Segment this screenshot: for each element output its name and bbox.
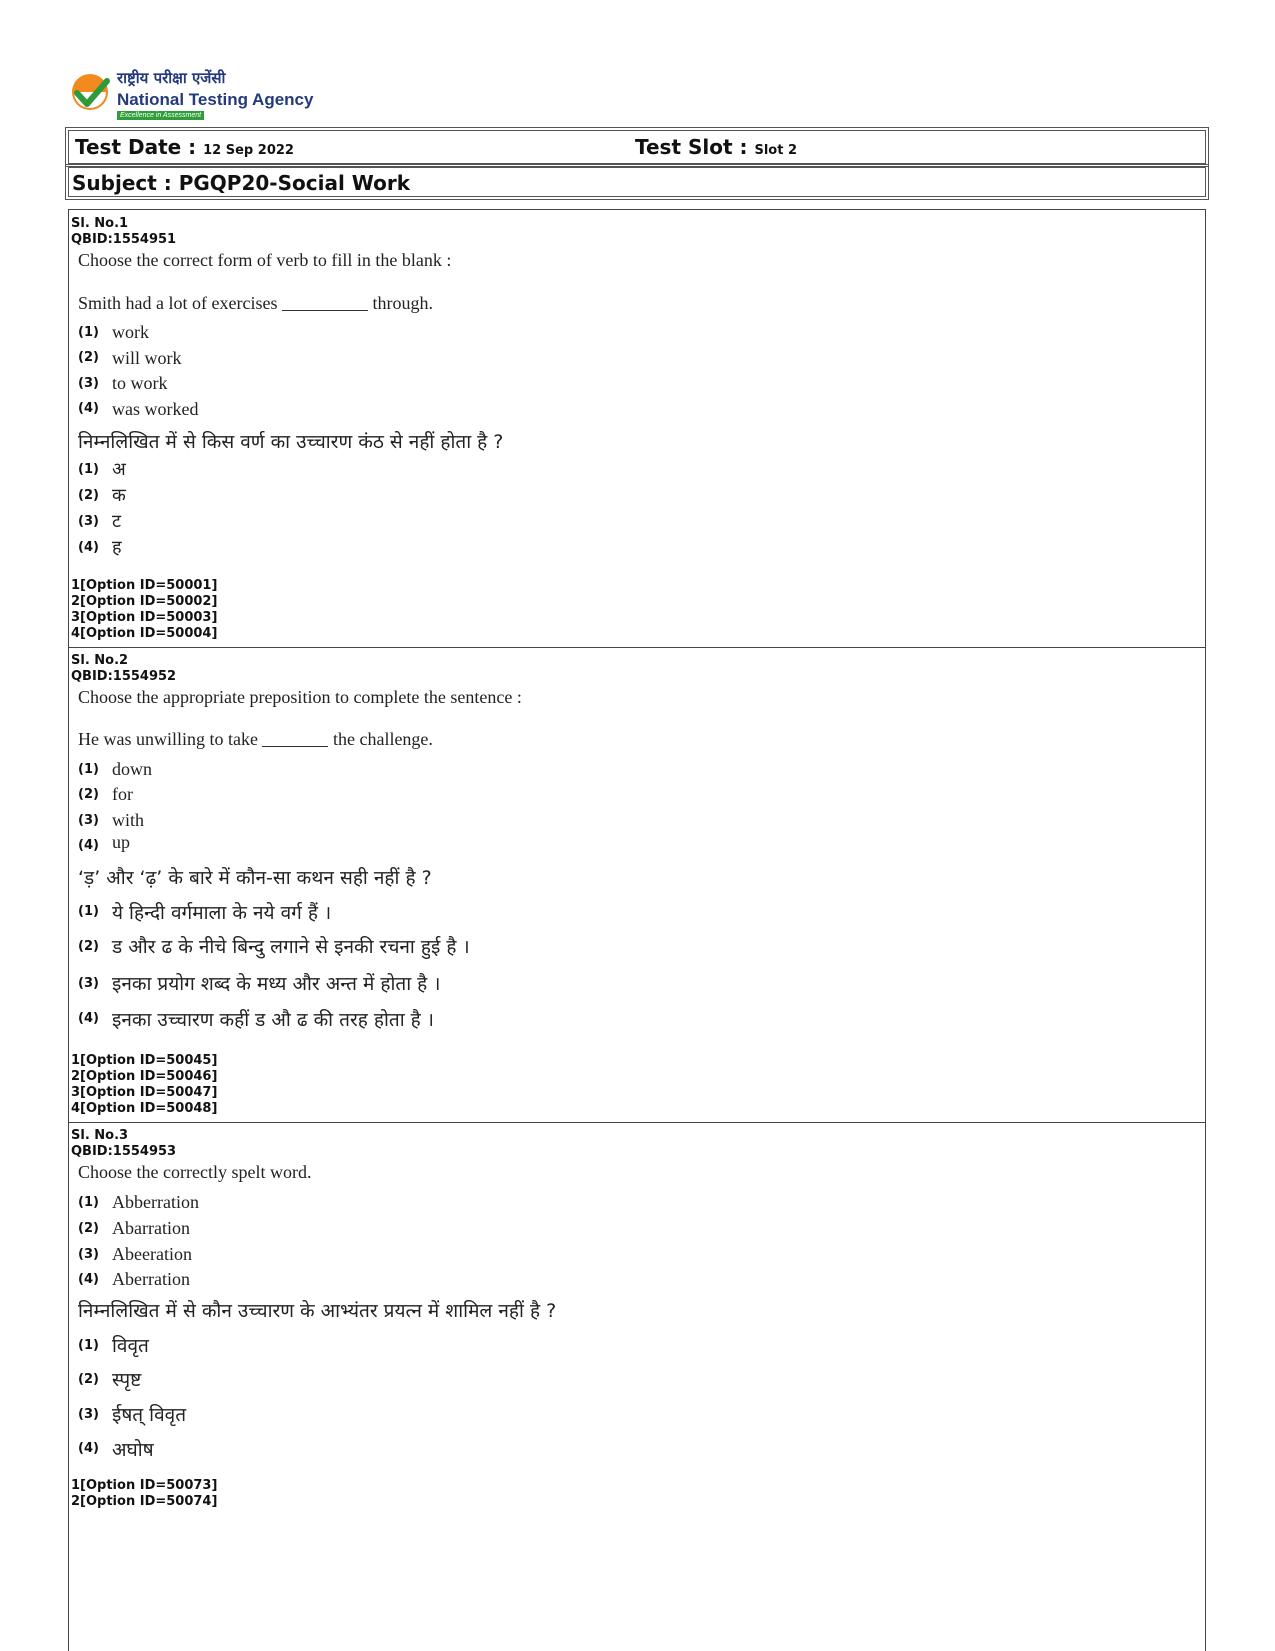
qbid: QBID:1554951 [71, 232, 177, 247]
logo-tagline: Excellence in Assessment [117, 111, 204, 120]
option-number: (4) [78, 1441, 99, 1456]
option-number: (3) [78, 376, 99, 391]
option-number: (3) [78, 514, 99, 529]
question-block-1 [68, 209, 1206, 647]
qbid: QBID:1554952 [71, 669, 177, 684]
english-option-2: Abarration [112, 1218, 190, 1238]
question-sentence-english: He was unwilling to take the challenge. [78, 729, 433, 749]
option-number: (2) [78, 1372, 99, 1387]
option-id: 4[Option ID=50004] [71, 626, 218, 641]
question-prompt-english: Choose the appropriate preposition to complete the sentence : [78, 687, 522, 707]
hindi-option-4: इनका उच्चारण कहीं ड औ ढ की तरह होता है । [112, 1009, 435, 1031]
question-prompt-english: Choose the correctly spelt word. [78, 1162, 312, 1182]
option-id: 2[Option ID=50074] [71, 1494, 218, 1509]
option-number: (4) [78, 838, 99, 853]
test-slot-label: Test Slot : [635, 135, 748, 159]
english-option-3: to work [112, 373, 168, 393]
option-number: (2) [78, 1221, 99, 1236]
qbid: QBID:1554953 [71, 1144, 177, 1159]
option-number: (1) [78, 325, 99, 340]
fill-blank [282, 310, 368, 311]
english-option-1: down [112, 759, 152, 779]
hindi-option-4: अघोष [112, 1439, 154, 1461]
hindi-option-2: स्पृष्ट [112, 1369, 142, 1391]
logo-english-text: National Testing Agency [117, 90, 314, 109]
test-slot [635, 135, 797, 159]
option-number: (3) [78, 1247, 99, 1262]
english-option-4: was worked [112, 399, 199, 419]
english-option-1: work [112, 322, 149, 342]
hindi-option-3: इनका प्रयोग शब्द के मध्य और अन्त में होता है । [112, 973, 441, 995]
option-id: 3[Option ID=50047] [71, 1085, 218, 1100]
option-number: (3) [78, 976, 99, 991]
test-info-bar [68, 130, 1206, 164]
fill-blank [262, 746, 328, 747]
english-option-3: Abeeration [112, 1244, 192, 1264]
hindi-option-2: क [112, 485, 126, 506]
option-id: 1[Option ID=50073] [71, 1478, 218, 1493]
option-id: 1[Option ID=50045] [71, 1053, 218, 1068]
subject-bar [68, 167, 1206, 197]
question-block-3 [68, 1122, 1206, 1651]
option-number: (2) [78, 787, 99, 802]
serial-number: Sl. No.3 [71, 1128, 129, 1143]
test-date [75, 135, 294, 159]
option-id: 2[Option ID=50046] [71, 1069, 218, 1084]
option-number: (1) [78, 462, 99, 477]
question-prompt-english: Choose the correct form of verb to fill in the blank : [78, 250, 452, 270]
question-prompt-hindi: निम्नलिखित में से किस वर्ण का उच्चारण कंठ से नहीं होता है ? [78, 431, 504, 453]
option-number: (4) [78, 540, 99, 555]
option-number: (4) [78, 1272, 99, 1287]
serial-number: Sl. No.2 [71, 653, 129, 668]
test-date-label: Test Date : [75, 135, 197, 159]
option-number: (1) [78, 1195, 99, 1210]
hindi-option-1: विवृत [112, 1335, 149, 1357]
hindi-option-3: ईषत् विवृत [112, 1404, 187, 1426]
serial-number: Sl. No.1 [71, 216, 129, 231]
english-option-4: Aberration [112, 1269, 190, 1289]
option-number: (3) [78, 1407, 99, 1422]
hindi-option-2: ड और ढ के नीचे बिन्दु लगाने से इनकी रचना हुई है । [112, 936, 470, 958]
english-option-4: up [112, 832, 130, 852]
option-number: (2) [78, 350, 99, 365]
hindi-option-1: ये हिन्दी वर्गमाला के नये वर्ग हैं । [112, 902, 332, 924]
hindi-option-3: ट [112, 511, 122, 532]
option-number: (3) [78, 813, 99, 828]
nta-check-icon [70, 72, 110, 112]
nta-logo [70, 68, 370, 120]
english-option-2: will work [112, 348, 182, 368]
question-block-2 [68, 647, 1206, 1122]
hindi-option-4: ह [112, 537, 122, 558]
option-id: 1[Option ID=50001] [71, 578, 218, 593]
option-id: 4[Option ID=50048] [71, 1101, 218, 1116]
option-number: (1) [78, 904, 99, 919]
option-number: (2) [78, 488, 99, 503]
option-number: (1) [78, 762, 99, 777]
subject-title: Subject : PGQP20-Social Work [72, 171, 411, 195]
test-slot-value: Slot 2 [754, 143, 798, 158]
question-prompt-hindi: ‘ड़’ और ‘ढ़’ के बारे में कौन-सा कथन सही नहीं है ? [78, 867, 432, 889]
option-id: 3[Option ID=50003] [71, 610, 218, 625]
logo-hindi-text: राष्ट्रीय परीक्षा एजेंसी [117, 69, 226, 87]
option-id: 2[Option ID=50002] [71, 594, 218, 609]
option-number: (1) [78, 1338, 99, 1353]
option-number: (4) [78, 1011, 99, 1026]
test-date-value: 12 Sep 2022 [203, 143, 294, 158]
question-sentence-english: Smith had a lot of exercises through. [78, 293, 433, 313]
hindi-option-1: अ [112, 459, 126, 480]
option-number: (2) [78, 939, 99, 954]
option-number: (4) [78, 401, 99, 416]
english-option-2: for [112, 784, 133, 804]
english-option-1: Abberration [112, 1192, 199, 1212]
question-prompt-hindi: निम्नलिखित में से कौन उच्चारण के आभ्यंतर प्रयत्न में शामिल नहीं है ? [78, 1300, 557, 1322]
english-option-3: with [112, 810, 145, 830]
